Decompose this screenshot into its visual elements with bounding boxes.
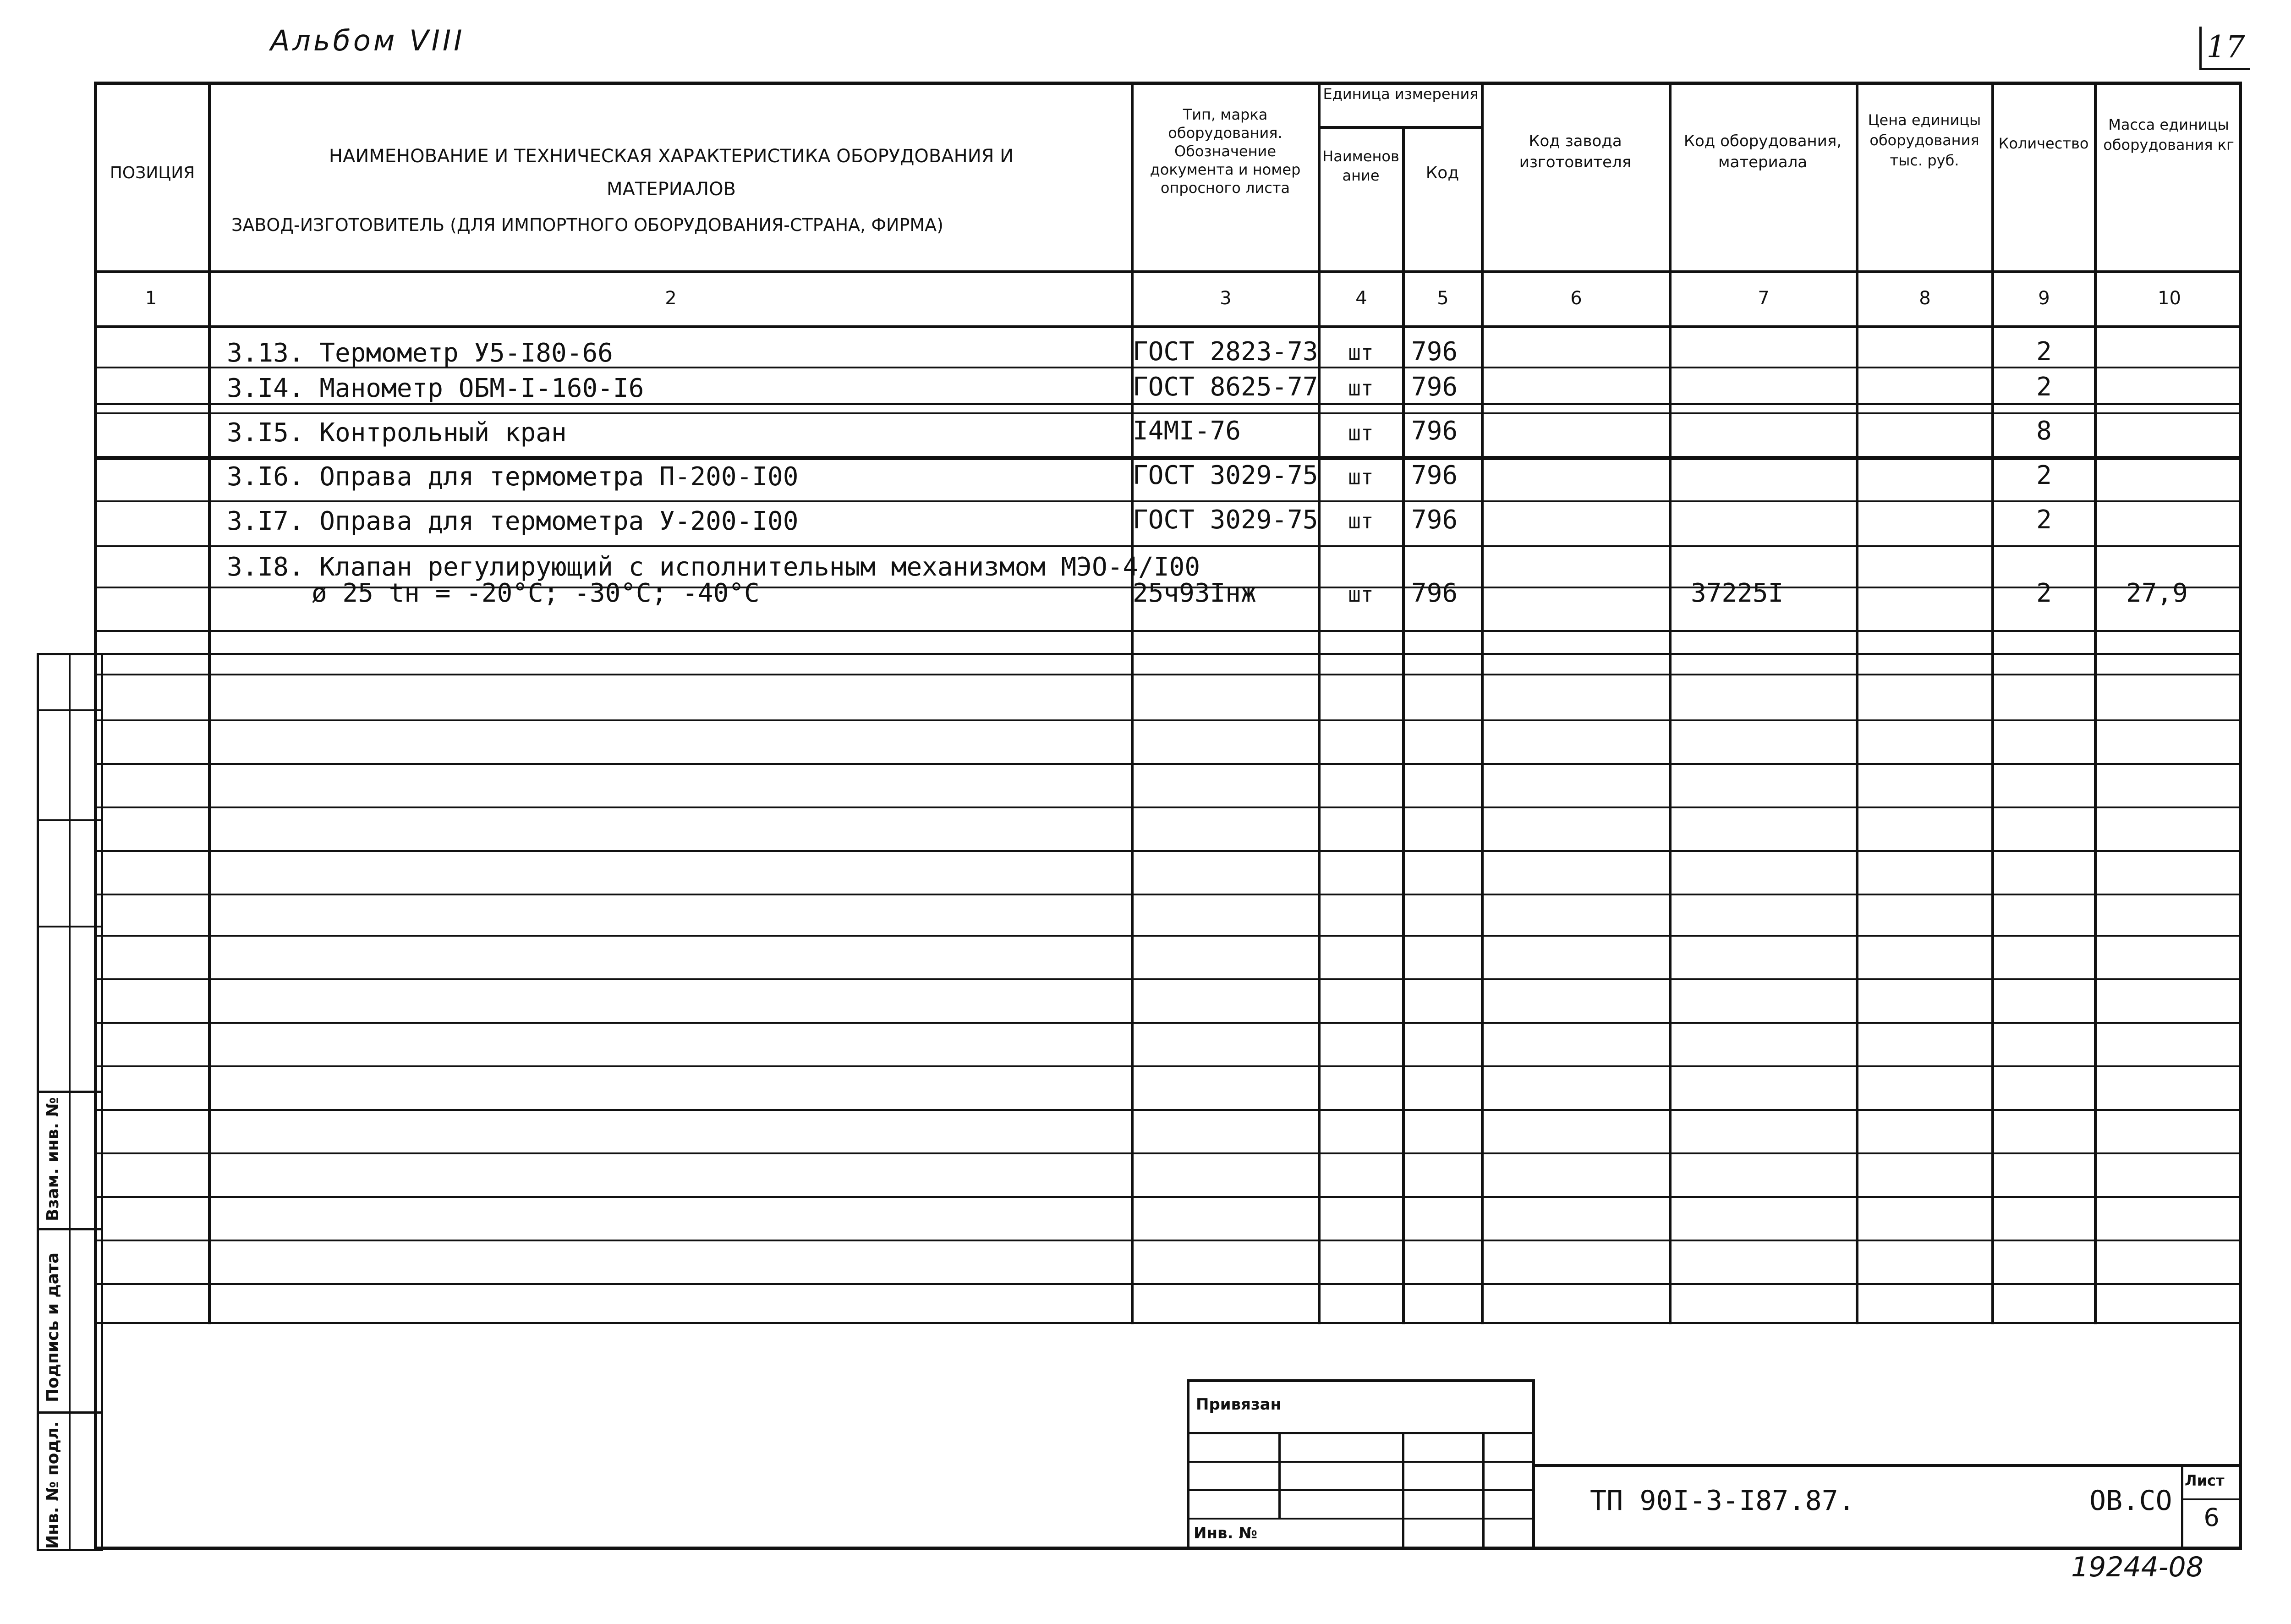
section-code: ОВ.СО (2089, 1485, 2172, 1517)
header-unit-code: Код (1425, 164, 1459, 182)
colnum-9: 9 (2038, 288, 2050, 309)
col-divider-1 (208, 82, 211, 1324)
row-rule (94, 1022, 2242, 1024)
row-4-qty: 2 (2036, 461, 2052, 490)
row-rule (94, 500, 2242, 502)
col-divider-7 (1856, 82, 1858, 1324)
row-rule (94, 1240, 2242, 1241)
row-5-unit: шт (1348, 509, 1374, 533)
stamp-inv-label: Инв. № (1194, 1524, 1258, 1542)
row-rule (94, 1109, 2242, 1111)
row-rule (94, 1065, 2242, 1067)
row-7-code: 796 (1411, 578, 1458, 608)
row-rule (94, 630, 2242, 632)
row-rule (94, 674, 2242, 675)
row-rule (94, 412, 2242, 414)
colnum-3: 3 (1220, 288, 1232, 309)
row-rule (94, 1152, 2242, 1154)
row-1-type: ГОСТ 2823-73 (1133, 337, 1318, 367)
header-plant-code: Код завода изготовителя (1519, 132, 1632, 171)
col-divider-6 (1669, 82, 1672, 1324)
colnum-6: 6 (1570, 288, 1582, 309)
colnum-1: 1 (145, 288, 157, 309)
col-divider-2 (1131, 82, 1134, 1324)
stamp-vline-3 (1482, 1432, 1485, 1550)
colnum-bottom-line (94, 325, 2242, 328)
row-5-type: ГОСТ 3029-75 (1133, 505, 1318, 535)
sheet-box-divider (2181, 1498, 2242, 1500)
col-divider-8 (1991, 82, 1994, 1324)
row-4-name: 3.I6. Оправа для термометра П-200-I00 (227, 462, 799, 492)
row-7-type: 25ч93Iнж (1133, 578, 1256, 608)
header-type: Тип, марка оборудования. Обозначение документа и номер опросного листа (1150, 106, 1301, 197)
row-3-type: I4MI-76 (1133, 416, 1241, 446)
side-divider-1 (37, 709, 103, 711)
side-divider-3 (37, 926, 103, 927)
row-rule (94, 978, 2242, 980)
row-4-code: 796 (1411, 461, 1458, 490)
album-label: Альбом VIII (270, 24, 465, 57)
colnum-2: 2 (665, 288, 677, 309)
sheet-number: 6 (2203, 1503, 2220, 1532)
stamp-vline-2 (1402, 1432, 1404, 1550)
row-1-qty: 2 (2036, 337, 2052, 367)
row-3-name: 3.I5. Контрольный кран (227, 418, 567, 448)
doc-code: ТП 90I-3-I87.87. (1590, 1485, 1855, 1517)
colnum-4: 4 (1355, 288, 1367, 309)
header-name-line2: МАТЕРИАЛОВ (607, 179, 736, 200)
col-divider-3 (1318, 82, 1321, 1324)
header-bottom-line (94, 270, 2242, 273)
stamp-bound-label: Привязан (1196, 1395, 1282, 1414)
row-rule (94, 403, 2242, 405)
row-5-qty: 2 (2036, 505, 2052, 535)
header-price: Цена единицы оборудования тыс. руб. (1868, 111, 1981, 169)
row-7-unit: шт (1348, 582, 1374, 607)
row-rule (94, 719, 2242, 721)
row-7-name: ø 25 tн = -20°C; -30°C; -40°C (312, 578, 760, 608)
corner-sheet-number: 17 (2199, 27, 2250, 70)
row-rule (94, 850, 2242, 852)
row-3-qty: 8 (2036, 416, 2052, 446)
header-name-line1: НАИМЕНОВАНИЕ И ТЕХНИЧЕСКАЯ ХАРАКТЕРИСТИКА ОБОРУДОВАНИЯ И (329, 146, 1014, 167)
row-6-name: 3.I8. Клапан регулирующий с исполнительным механизмом МЭО-4/I00 (227, 552, 1200, 582)
row-1-name: 3.13. Термометр У5-I80-66 (227, 338, 613, 368)
row-rule (94, 935, 2242, 937)
header-name-line3: ЗАВОД-ИЗГОТОВИТЕЛЬ (ДЛЯ ИМПОРТНОГО ОБОРУДОВАНИЯ-СТРАНА, ФИРМА) (231, 215, 943, 235)
row-7-qty: 2 (2036, 578, 2052, 608)
row-2-type: ГОСТ 8625-77 (1133, 372, 1318, 402)
side-label-inv-vzam: Взам. инв. № (44, 1097, 62, 1221)
colnum-7: 7 (1758, 288, 1770, 309)
title-top-line (1535, 1464, 2242, 1467)
row-4-unit: шт (1348, 465, 1374, 489)
unit-header-divider (1318, 126, 1484, 129)
row-5-name: 3.I7. Оправа для термометра У-200-I00 (227, 506, 799, 536)
row-2-unit: шт (1348, 376, 1374, 401)
row-7-mass: 27,9 (2126, 578, 2188, 608)
col-divider-9 (2094, 82, 2097, 1324)
row-5-code: 796 (1411, 505, 1458, 535)
side-inner-line-2 (69, 1091, 71, 1551)
row-rule (94, 1283, 2242, 1285)
sheet-label: Лист (2185, 1472, 2225, 1489)
row-2-code: 796 (1411, 372, 1458, 402)
row-rule (94, 456, 2242, 458)
row-3-unit: шт (1348, 421, 1374, 445)
stamp-vline-1 (1278, 1432, 1281, 1518)
header-equip-code: Код оборудования, материала (1683, 132, 1842, 171)
row-rule (94, 458, 2242, 460)
row-2-qty: 2 (2036, 372, 2052, 402)
row-1-unit: шт (1348, 340, 1374, 365)
header-unit: Единица измерения (1323, 85, 1479, 103)
colnum-8: 8 (1919, 288, 1931, 309)
side-divider-4 (37, 1228, 103, 1230)
side-label-inv-podl: Инв. № подл. (44, 1421, 62, 1549)
row-3-code: 796 (1411, 416, 1458, 446)
side-label-sign-date: Подпись и дата (44, 1252, 62, 1402)
header-position: ПОЗИЦИЯ (110, 164, 195, 182)
row-rule (94, 1196, 2242, 1198)
side-divider-2 (37, 819, 103, 821)
colnum-5: 5 (1437, 288, 1449, 309)
row-rule (94, 545, 2242, 547)
side-divider-5 (37, 1411, 103, 1414)
row-rule (94, 807, 2242, 808)
header-qty: Количество (1998, 135, 2089, 152)
header-unit-name: Наименование (1322, 148, 1399, 184)
row-4-type: ГОСТ 3029-75 (1133, 461, 1318, 490)
footer-number: 19244-08 (2071, 1551, 2203, 1583)
side-inner-line (69, 653, 71, 1093)
row-7-equip: 37225I (1691, 578, 1784, 608)
row-rule (94, 1322, 2242, 1324)
header-mass: Масса единицы оборудования кг (2103, 116, 2234, 154)
row-rule (94, 894, 2242, 895)
row-rule (94, 653, 2242, 655)
colnum-10: 10 (2158, 288, 2181, 309)
row-rule (94, 763, 2242, 765)
row-2-name: 3.I4. Манометр ОБМ-I-160-I6 (227, 373, 644, 403)
col-divider-5 (1481, 82, 1484, 1324)
row-1-code: 796 (1411, 337, 1458, 367)
